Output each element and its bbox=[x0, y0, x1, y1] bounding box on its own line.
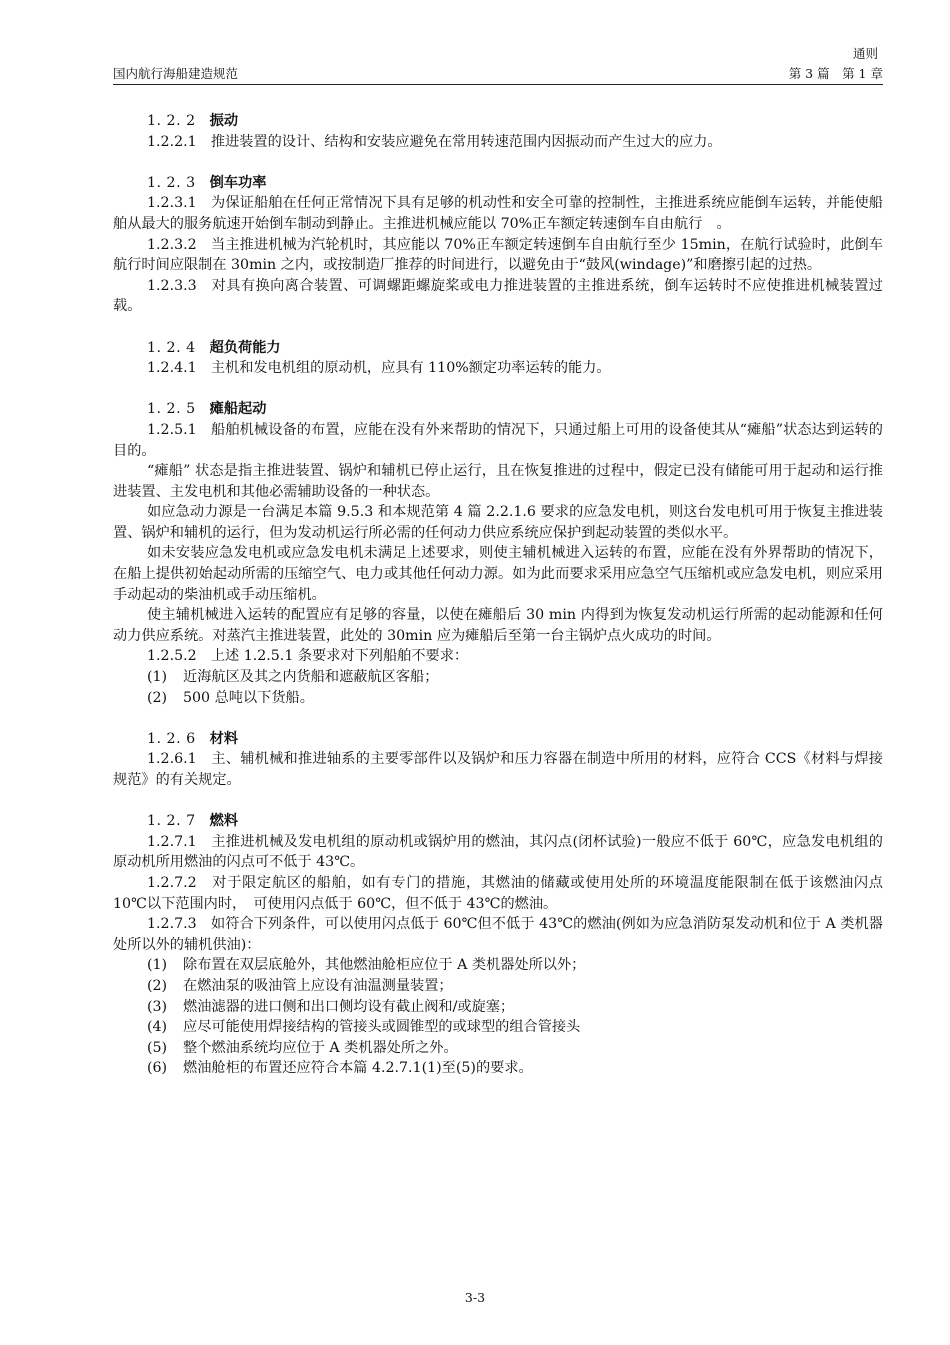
list-item bbox=[113, 688, 883, 709]
section-heading-1-2-3 bbox=[113, 173, 883, 194]
list-item-text: 整个燃油系统均应位于 A 类机器处所之外。 bbox=[183, 1039, 458, 1056]
section-number: 1. 2. 7 bbox=[147, 813, 196, 830]
list-item bbox=[113, 1058, 883, 1079]
paragraph-1-2-3-1: 1.2.3.1 为保证船舶在任何正常情况下具有足够的机动性和安全可靠的控制性，主推进系统应能倒车运转，并能使船舶从最大的服务航速开始倒车制动到静止。主推进机械应能以 70%正车额定转速倒车自由航行 。 bbox=[113, 195, 883, 232]
list-item bbox=[113, 667, 883, 688]
page-number: 3-3 bbox=[464, 1290, 486, 1305]
section-title: 倒车功率 bbox=[209, 174, 267, 191]
paragraph-1-2-5-1: 1.2.5.1 船舶机械设备的布置，应能在没有外来帮助的情况下，只通过船上可用的设备使其从“瘫船”状态达到运转的目的。 bbox=[113, 421, 883, 459]
list-item-number: (4) bbox=[147, 1019, 168, 1036]
section-heading-1-2-4 bbox=[113, 338, 883, 359]
list-item-number: (3) bbox=[147, 998, 168, 1015]
paragraph-1-2-5-2: 1.2.5.2 上述 1.2.5.1 条要求对下列船舶不要求： bbox=[147, 648, 469, 665]
list-item-number: (2) bbox=[147, 689, 168, 706]
paragraph-1-2-7-3: 1.2.7.3 如符合下列条件，可以使用闪点低于 60℃但不低于 43℃的燃油(例如为应急消防泵发动机和位于 A 类机器处所以外的辅机供油)： bbox=[113, 916, 883, 953]
list-item bbox=[113, 1038, 883, 1059]
section-title: 材料 bbox=[209, 730, 239, 747]
section-heading-1-2-6 bbox=[113, 729, 883, 750]
paragraph-1-2-7-2: 1.2.7.2 对于限定航区的船舶，如有专门的措施，其燃油的储藏或使用处所的环境温度能限制在低于该燃油闪点 10℃以下范围内时， 可使用闪点低于 60℃，但不低于 43℃的燃油。 bbox=[113, 874, 883, 912]
list-item-number: (2) bbox=[147, 977, 168, 994]
section-title: 燃料 bbox=[209, 813, 239, 830]
list-item-text: 近海航区及其之内货船和遮蔽航区客船； bbox=[183, 669, 439, 686]
section-title: 超负荷能力 bbox=[209, 339, 281, 356]
list-item-text: 除布置在双层底舱外，其他燃油舱柜应位于 A 类机器处所以外； bbox=[183, 957, 586, 974]
paragraph-emergency-generator: 如应急动力源是一台满足本篇 9.5.3 和本规范第 4 篇 2.2.1.6 要求的应急发电机，则这台发电机可用于恢复主推进装置、锅炉和辅机的运行，但为发动机运行所必需的任何动力供应系统应保护到起动装置的类似水平。 bbox=[113, 504, 883, 541]
paragraph-1-2-7-1: 1.2.7.1 主推进机械及发电机组的原动机或锅炉用的燃油，其闪点(闭杯试验)一般应不低于 60℃，应急发电机组的原动机所用燃油的闪点可不低于 43℃。 bbox=[113, 833, 883, 871]
section-number: 1. 2. 5 bbox=[147, 401, 196, 418]
paragraph-no-emergency-generator: 如未安装应急发电机或应急发电机未满足上述要求，则使主辅机械进入运转的布置，应能在没有外界帮助的情况下，在船上提供初始起动所需的压缩空气、电力或其他任何动力源。如为此而要求采用应急空气压缩机或应急发电机，则应采用手动起动的柴油机或手动压缩机。 bbox=[113, 545, 883, 603]
header-chapter-title: 通则 bbox=[853, 46, 879, 61]
list-item-text: 应尽可能使用焊接结构的管接头或圆锥型的或球型的组合管接头 bbox=[183, 1019, 581, 1036]
list-item bbox=[113, 976, 883, 997]
paragraph-1-2-3-2: 1.2.3.2 当主推进机械为汽轮机时，其应能以 70%正车额定转速倒车自由航行至少 15min，在航行试验时，此倒车航行时间应限制在 30min 之内，或按制造厂推荐的时间进行，以避免由于“鼓风(windage)”和磨擦引起的过热。 bbox=[113, 236, 883, 274]
section-title: 振动 bbox=[209, 113, 239, 129]
list-item bbox=[113, 1017, 883, 1038]
list-item bbox=[113, 955, 883, 976]
section-heading-1-2-2 bbox=[113, 111, 883, 132]
list-item-number: (6) bbox=[147, 1060, 168, 1077]
paragraph-1-2-2-1: 1.2.2.1 推进装置的设计、结构和安装应避免在常用转速范围内因振动而产生过大的应力。 bbox=[147, 133, 722, 150]
header-book-title: 国内航行海船建造规范 bbox=[113, 66, 239, 81]
paragraph-1-2-3-3: 1.2.3.3 对具有换向离合装置、可调螺距螺旋桨或电力推进装置的主推进系统，倒车运转时不应使推进机械装置过载。 bbox=[113, 277, 883, 315]
paragraph-dead-ship-definition: “瘫船” 状态是指主推进装置、锅炉和辅机已停止运行，且在恢复推进的过程中，假定已没有储能可用于起动和运行推进装置、主发电机和其他必需辅助设备的一种状态。 bbox=[113, 463, 883, 500]
paragraph-1-2-6-1: 1.2.6.1 主、辅机械和推进轴系的主要零部件以及锅炉和压力容器在制造中所用的材料，应符合 CCS《材料与焊接规范》的有关规定。 bbox=[113, 751, 883, 788]
section-number: 1. 2. 4 bbox=[147, 339, 196, 356]
header-rule bbox=[113, 84, 883, 85]
list-item bbox=[113, 997, 883, 1018]
list-item-text: 500 总吨以下货船。 bbox=[183, 689, 314, 706]
list-item-number: (1) bbox=[147, 957, 168, 974]
section-number: 1. 2. 2 bbox=[147, 113, 196, 129]
section-number: 1. 2. 3 bbox=[147, 174, 196, 191]
paragraph-1-2-4-1: 1.2.4.1 主机和发电机组的原动机，应具有 110%额定功率运转的能力。 bbox=[147, 360, 611, 377]
header-part-chapter: 第 3 篇 第 1 章 bbox=[788, 66, 883, 81]
section-heading-1-2-7 bbox=[113, 811, 883, 832]
paragraph-startup-capacity: 使主辅机械进入运转的配置应有足够的容量，以使在瘫船后 30 min 内得到为恢复发动机运行所需的起动能源和任何动力供应系统。对蒸汽主推进装置，此处的 30min 应为瘫船后至第一台主锅炉点火成功的时间。 bbox=[113, 607, 883, 644]
section-title: 瘫船起动 bbox=[209, 401, 267, 418]
list-item-number: (5) bbox=[147, 1039, 168, 1056]
section-heading-1-2-5 bbox=[113, 399, 883, 420]
list-item-number: (1) bbox=[147, 669, 168, 686]
page-body bbox=[113, 111, 883, 1079]
list-item-text: 在燃油泵的吸油管上应设有油温测量装置； bbox=[183, 977, 453, 994]
section-number: 1. 2. 6 bbox=[147, 730, 196, 747]
list-item-text: 燃油滤器的进口侧和出口侧均设有截止阀和/或旋塞； bbox=[183, 998, 515, 1015]
list-item-text: 燃油舱柜的布置还应符合本篇 4.2.7.1(1)至(5)的要求。 bbox=[183, 1060, 533, 1077]
